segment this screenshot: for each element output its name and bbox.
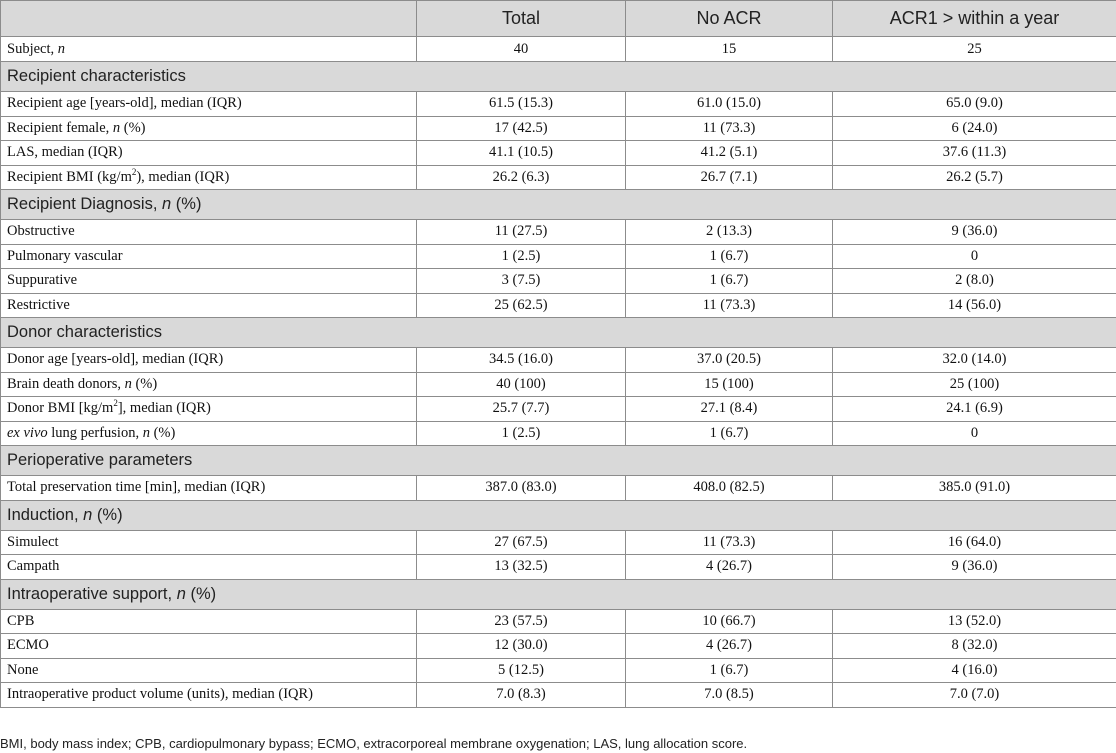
table-row	[1, 92, 1116, 117]
row-label-text: LAS, median (IQR)	[7, 144, 123, 161]
row-label	[1, 530, 417, 555]
row-label	[1, 348, 417, 373]
table-row	[1, 634, 1116, 659]
value-cell: 0	[833, 421, 1116, 446]
table-body	[1, 37, 1116, 708]
row-label-text: CPB	[7, 612, 35, 629]
row-label	[1, 165, 417, 190]
row-label-tail: (%)	[149, 424, 176, 441]
row-label	[1, 476, 417, 501]
value-cell: 11 (73.3)	[626, 530, 833, 555]
row-label-superscript: 2	[131, 166, 137, 177]
row-label	[1, 609, 417, 634]
table-row	[1, 555, 1116, 580]
value-cell: 61.0 (15.0)	[626, 92, 833, 117]
section-title-italic: n	[176, 584, 186, 603]
value-cell: 13 (32.5)	[417, 555, 626, 580]
table-row	[1, 658, 1116, 683]
row-label-text: Recipient BMI (kg/m	[7, 168, 132, 185]
row-label-text: Brain death donors,	[7, 375, 125, 392]
value-cell: 26.2 (6.3)	[417, 165, 626, 190]
section-title	[1, 318, 1116, 348]
row-label	[1, 293, 417, 318]
value-cell: 25.7 (7.7)	[417, 397, 626, 422]
value-cell: 13 (52.0)	[833, 609, 1116, 634]
row-label-tail: (%)	[131, 375, 158, 392]
header-cell-acr1: ACR1 > within a year	[833, 1, 1116, 37]
value-cell: 26.2 (5.7)	[833, 165, 1116, 190]
header-cell-total: Total	[417, 1, 626, 37]
value-cell: 4 (26.7)	[626, 634, 833, 659]
value-cell: 34.5 (16.0)	[417, 348, 626, 373]
value-cell: 7.0 (8.3)	[417, 683, 626, 708]
section-title	[1, 579, 1116, 609]
row-label-tail: (%)	[120, 119, 146, 136]
value-cell: 65.0 (9.0)	[833, 92, 1116, 117]
value-cell: 5 (12.5)	[417, 658, 626, 683]
table-row	[1, 293, 1116, 318]
value-cell: 1 (2.5)	[417, 244, 626, 269]
section-header-row	[1, 500, 1116, 530]
section-title-text: Recipient characteristics	[7, 67, 186, 85]
section-title-italic: n	[83, 505, 93, 524]
row-label	[1, 634, 417, 659]
value-cell: 4 (26.7)	[626, 555, 833, 580]
table-row	[1, 244, 1116, 269]
section-title	[1, 62, 1116, 92]
row-label	[1, 220, 417, 245]
header-cell-no-acr: No ACR	[626, 1, 833, 37]
row-label	[1, 244, 417, 269]
value-cell: 2 (13.3)	[626, 220, 833, 245]
row-label-text: Total preservation time [min], median (IQR)	[7, 479, 266, 496]
row-label	[1, 683, 417, 708]
value-cell: 2 (8.0)	[833, 269, 1116, 294]
value-cell: 16 (64.0)	[833, 530, 1116, 555]
row-label-italic-lead: ex vivo	[7, 424, 48, 441]
row-label-italic: n	[112, 119, 121, 136]
row-label-italic: n	[57, 40, 65, 57]
row-label-text: Restrictive	[7, 296, 70, 313]
value-cell: 6 (24.0)	[833, 116, 1116, 141]
value-cell: 1 (6.7)	[626, 244, 833, 269]
section-title-text: Induction,	[7, 505, 84, 524]
row-label-text: Campath	[7, 558, 60, 575]
section-header-row	[1, 579, 1116, 609]
section-header-row	[1, 318, 1116, 348]
table-row	[1, 348, 1116, 373]
value-cell: 408.0 (82.5)	[626, 476, 833, 501]
value-cell: 40 (100)	[417, 372, 626, 397]
value-cell: 25 (100)	[833, 372, 1116, 397]
table-row	[1, 141, 1116, 166]
value-cell: 1 (6.7)	[626, 421, 833, 446]
section-title-tail: (%)	[171, 195, 202, 213]
section-title-text: Recipient Diagnosis,	[7, 195, 162, 213]
table-row	[1, 421, 1116, 446]
table-row	[1, 372, 1116, 397]
section-title-text: Intraoperative support,	[7, 584, 177, 603]
section-title	[1, 446, 1116, 476]
value-cell: 4 (16.0)	[833, 658, 1116, 683]
row-label	[1, 269, 417, 294]
value-cell: 27 (67.5)	[417, 530, 626, 555]
value-cell: 385.0 (91.0)	[833, 476, 1116, 501]
value-cell: 11 (27.5)	[417, 220, 626, 245]
value-cell: 0	[833, 244, 1116, 269]
value-cell: 15 (100)	[626, 372, 833, 397]
row-label-tail: ], median (IQR)	[117, 400, 211, 417]
value-cell: 12 (30.0)	[417, 634, 626, 659]
row-label	[1, 658, 417, 683]
table-row	[1, 397, 1116, 422]
value-cell: 41.2 (5.1)	[626, 141, 833, 166]
value-cell: 7.0 (7.0)	[833, 683, 1116, 708]
value-cell: 11 (73.3)	[626, 293, 833, 318]
row-label-text: Recipient age [years-old], median (IQR)	[7, 95, 242, 112]
value-cell: 25	[833, 37, 1116, 62]
value-cell: 15	[626, 37, 833, 62]
section-title-italic: n	[162, 195, 172, 213]
value-cell: 27.1 (8.4)	[626, 397, 833, 422]
section-title-text: Donor characteristics	[7, 323, 162, 341]
row-label-text: Donor age [years-old], median (IQR)	[7, 351, 224, 368]
row-label-italic: n	[124, 375, 132, 392]
value-cell: 32.0 (14.0)	[833, 348, 1116, 373]
section-title	[1, 500, 1116, 530]
value-cell: 61.5 (15.3)	[417, 92, 626, 117]
table-row	[1, 116, 1116, 141]
header-row	[1, 1, 1116, 37]
row-label-text: Obstructive	[7, 223, 75, 240]
value-cell: 26.7 (7.1)	[626, 165, 833, 190]
value-cell: 1 (2.5)	[417, 421, 626, 446]
row-label-text: Suppurative	[7, 272, 78, 289]
row-label	[1, 92, 417, 117]
row-label-text: Simulect	[7, 533, 59, 550]
value-cell: 14 (56.0)	[833, 293, 1116, 318]
row-label-text: Subject,	[7, 40, 58, 57]
row-label	[1, 116, 417, 141]
section-title	[1, 190, 1116, 220]
table-row	[1, 165, 1116, 190]
row-label-tail: ), median (IQR)	[136, 168, 230, 185]
row-label-text: Donor BMI [kg/m	[7, 400, 114, 417]
table-row	[1, 609, 1116, 634]
value-cell: 10 (66.7)	[626, 609, 833, 634]
row-label-italic: n	[142, 424, 150, 441]
section-header-row	[1, 446, 1116, 476]
subject-row	[1, 37, 1116, 62]
value-cell: 387.0 (83.0)	[417, 476, 626, 501]
row-label-text: ECMO	[7, 637, 49, 654]
value-cell: 1 (6.7)	[626, 658, 833, 683]
table-row	[1, 683, 1116, 708]
table-row	[1, 269, 1116, 294]
value-cell: 37.0 (20.5)	[626, 348, 833, 373]
row-label	[1, 37, 417, 62]
section-header-row	[1, 62, 1116, 92]
value-cell: 1 (6.7)	[626, 269, 833, 294]
row-label	[1, 421, 417, 446]
value-cell: 24.1 (6.9)	[833, 397, 1116, 422]
row-label-text: Pulmonary vascular	[7, 247, 123, 264]
value-cell: 9 (36.0)	[833, 220, 1116, 245]
value-cell: 7.0 (8.5)	[626, 683, 833, 708]
row-label	[1, 397, 417, 422]
table-row	[1, 220, 1116, 245]
row-label-superscript: 2	[113, 398, 118, 409]
row-label	[1, 141, 417, 166]
section-title-text: Perioperative parameters	[7, 451, 193, 469]
table-row	[1, 476, 1116, 501]
value-cell: 9 (36.0)	[833, 555, 1116, 580]
value-cell: 8 (32.0)	[833, 634, 1116, 659]
row-label	[1, 555, 417, 580]
header-cell-empty	[1, 1, 417, 37]
row-label-text: None	[7, 661, 39, 678]
value-cell: 3 (7.5)	[417, 269, 626, 294]
row-label	[1, 372, 417, 397]
table-footnote: BMI, body mass index; CPB, cardiopulmonary bypass; ECMO, extracorporeal membrane oxygenation; LAS, lung allocation score.	[0, 736, 748, 751]
value-cell: 40	[417, 37, 626, 62]
value-cell: 37.6 (11.3)	[833, 141, 1116, 166]
section-title-tail: (%)	[92, 505, 123, 524]
row-label-text: lung perfusion,	[47, 424, 143, 441]
value-cell: 17 (42.5)	[417, 116, 626, 141]
row-label-text: Intraoperative product volume (units), median (IQR)	[7, 686, 314, 703]
value-cell: 11 (73.3)	[626, 116, 833, 141]
section-title-tail: (%)	[185, 584, 217, 603]
value-cell: 25 (62.5)	[417, 293, 626, 318]
value-cell: 23 (57.5)	[417, 609, 626, 634]
row-label-text: Recipient female,	[7, 119, 113, 136]
value-cell: 41.1 (10.5)	[417, 141, 626, 166]
section-header-row	[1, 190, 1116, 220]
table-row	[1, 530, 1116, 555]
